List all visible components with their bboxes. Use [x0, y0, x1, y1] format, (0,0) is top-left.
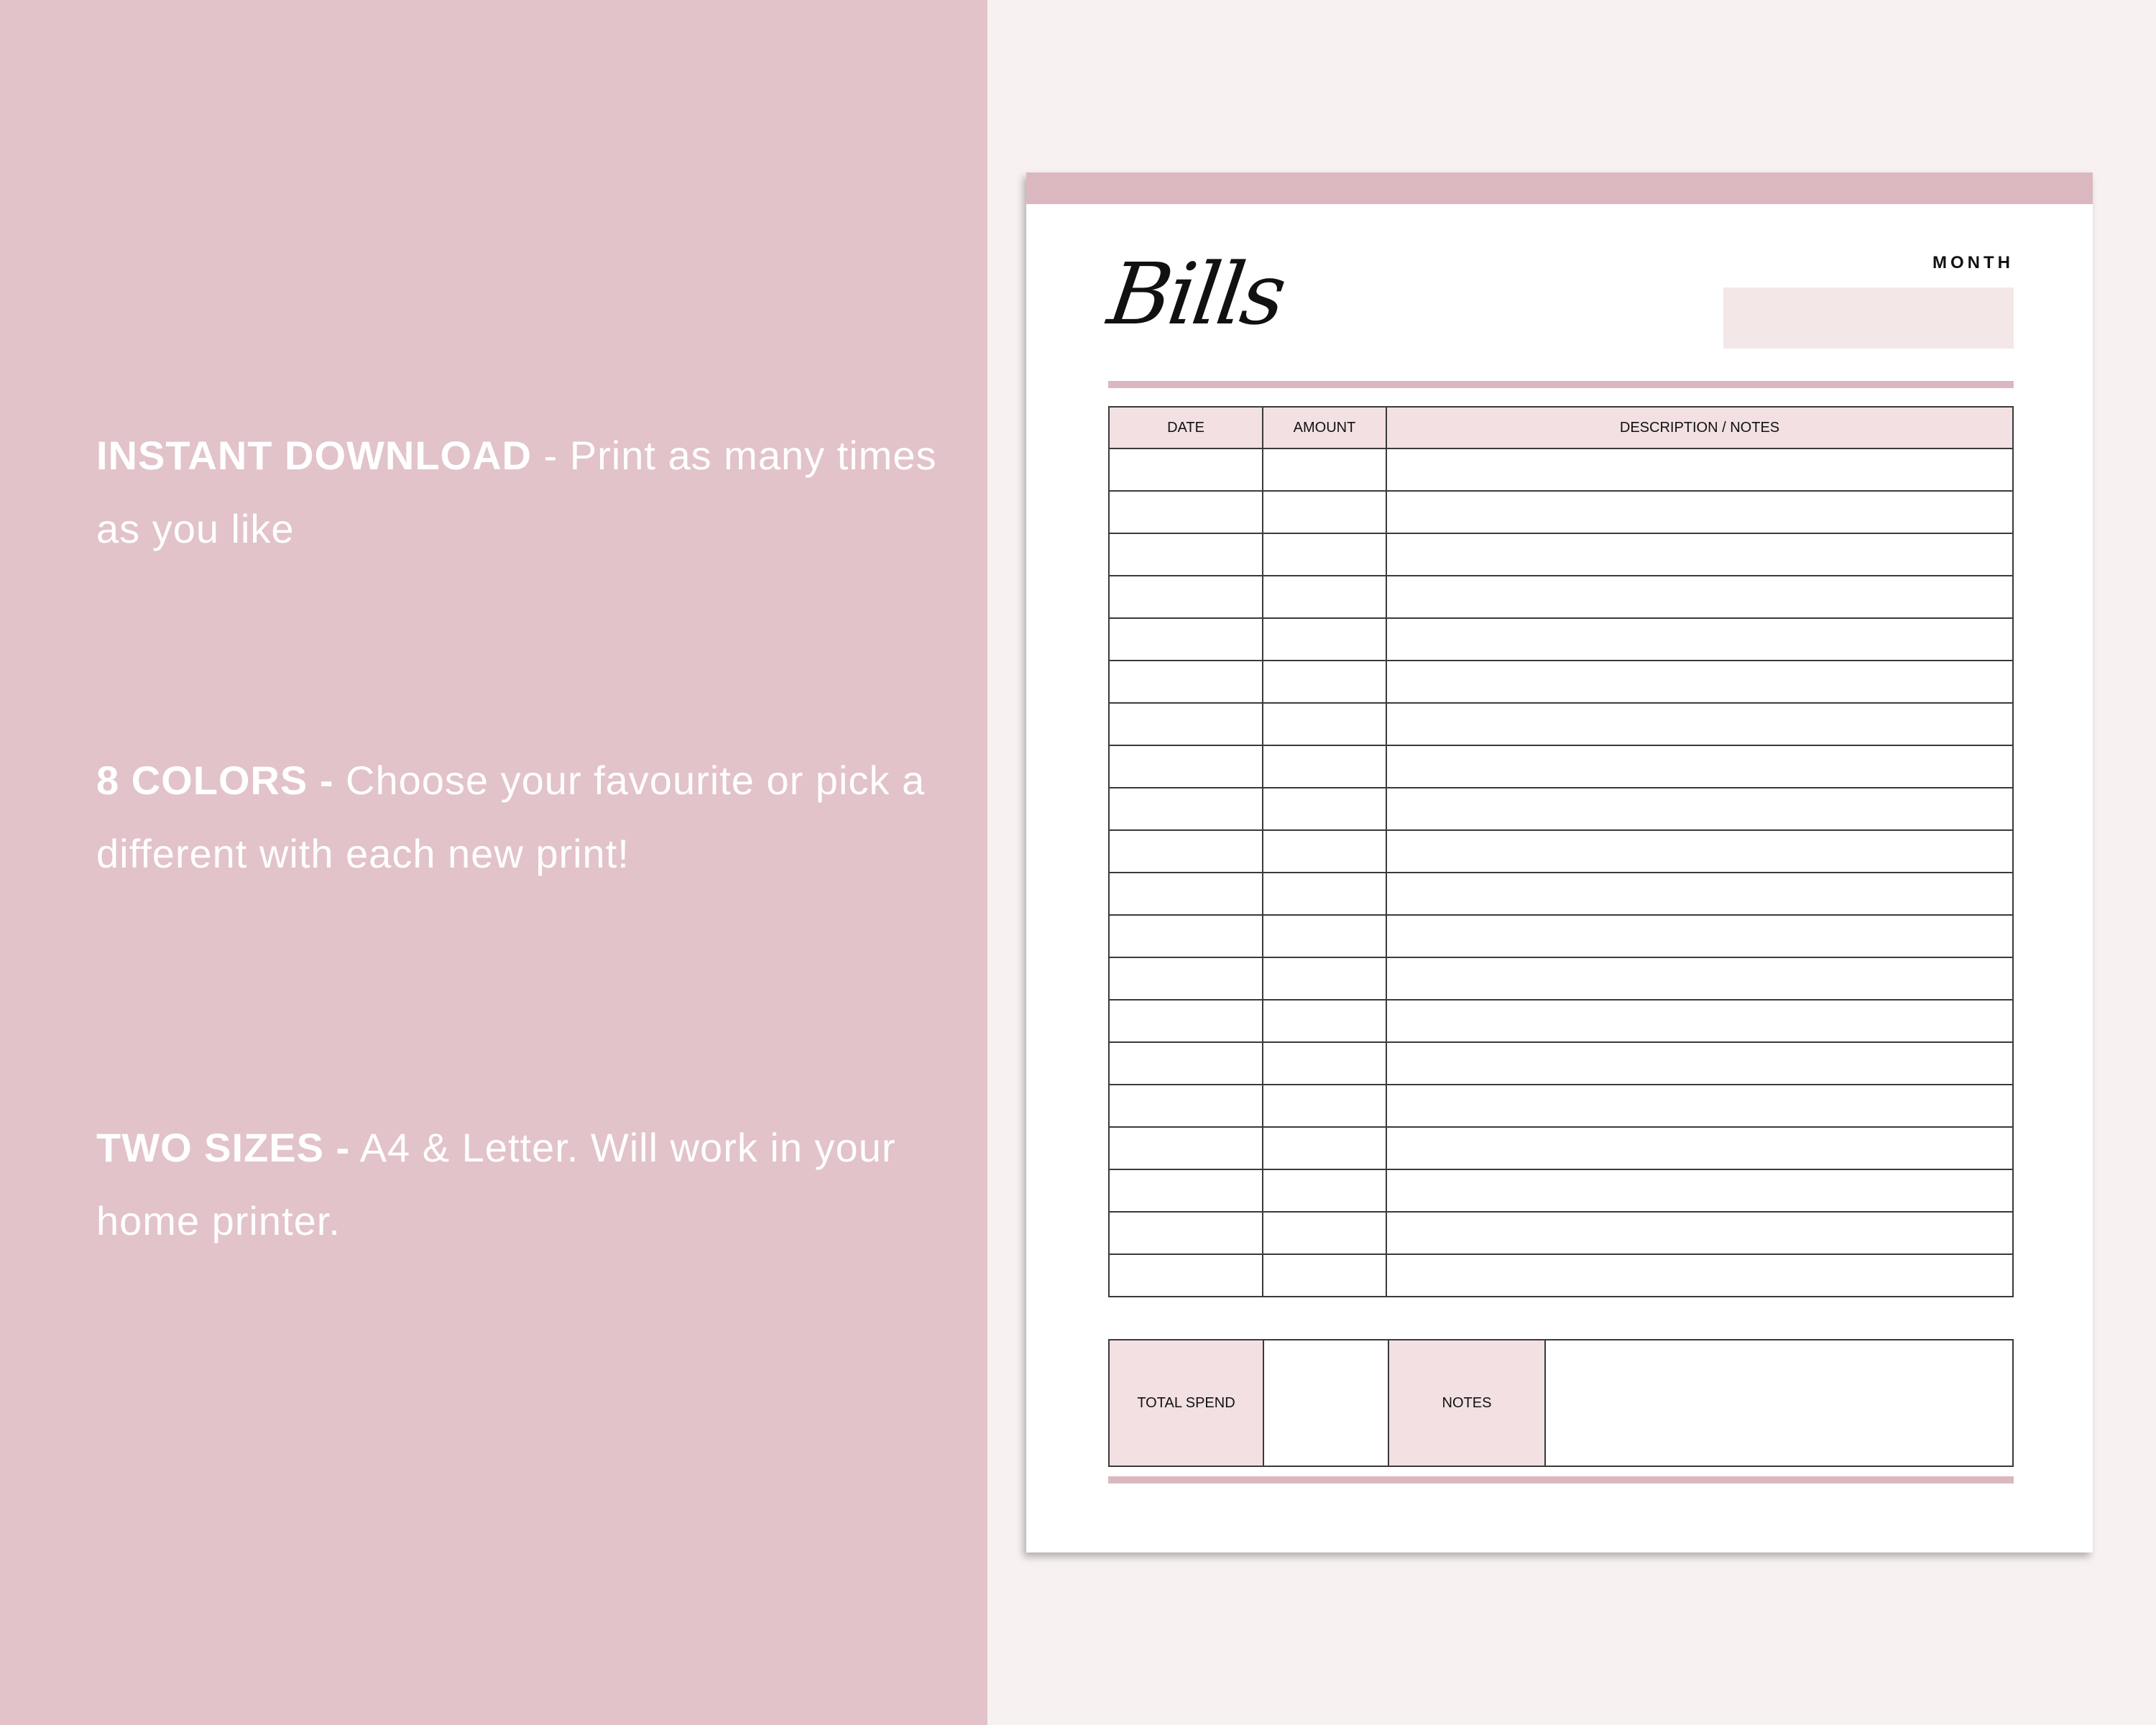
description-cell [1386, 745, 2013, 788]
table-row [1109, 1254, 2013, 1297]
bottom-divider [1108, 1476, 2014, 1484]
date-cell [1109, 957, 1263, 1000]
amount-cell [1263, 448, 1386, 491]
date-cell [1109, 703, 1263, 745]
top-divider [1108, 381, 2014, 388]
summary-table [1108, 1339, 2014, 1467]
description-cell [1386, 915, 2013, 957]
description-cell [1386, 957, 2013, 1000]
table-row [1109, 1085, 2013, 1127]
date-cell [1109, 1169, 1263, 1212]
table-row [1109, 576, 2013, 618]
feature-colors [96, 744, 944, 891]
table-row [1109, 1169, 2013, 1212]
date-cell [1109, 576, 1263, 618]
total-spend-field [1263, 1340, 1388, 1466]
date-cell [1109, 1212, 1263, 1254]
table-row [1109, 1000, 2013, 1042]
feature-body: Choose your favourite or pick a different with each new print! [96, 758, 926, 876]
amount-cell [1263, 745, 1386, 788]
description-cell [1386, 1254, 2013, 1297]
description-cell [1386, 1000, 2013, 1042]
amount-cell [1263, 1127, 1386, 1169]
column-header-date: DATE [1109, 407, 1263, 448]
feature-heading: TWO SIZES - [96, 1125, 351, 1170]
bills-table-header [1109, 407, 2013, 448]
amount-cell [1263, 1085, 1386, 1127]
description-cell [1386, 830, 2013, 873]
amount-cell [1263, 915, 1386, 957]
column-header-description: DESCRIPTION / NOTES [1386, 407, 2013, 448]
date-cell [1109, 1127, 1263, 1169]
feature-separator [333, 758, 346, 803]
date-cell [1109, 873, 1263, 915]
table-row [1109, 788, 2013, 830]
notes-label: NOTES [1388, 1340, 1545, 1466]
date-cell [1109, 1085, 1263, 1127]
table-row [1109, 915, 2013, 957]
description-cell [1386, 1042, 2013, 1085]
feature-sizes [96, 1111, 944, 1258]
amount-cell [1263, 491, 1386, 533]
table-row [1109, 618, 2013, 661]
notes-field [1545, 1340, 2013, 1466]
date-cell [1109, 533, 1263, 576]
amount-cell [1263, 1042, 1386, 1085]
feature-body: Print as many times as you like [96, 433, 937, 551]
amount-cell [1263, 1212, 1386, 1254]
feature-heading: INSTANT DOWNLOAD [96, 433, 532, 478]
left-panel [0, 0, 987, 1725]
date-cell [1109, 1000, 1263, 1042]
feature-separator: - [532, 433, 570, 478]
description-cell [1386, 1169, 2013, 1212]
table-row [1109, 491, 2013, 533]
date-cell [1109, 661, 1263, 703]
bills-sheet [1026, 172, 2093, 1552]
amount-cell [1263, 703, 1386, 745]
amount-cell [1263, 533, 1386, 576]
date-cell [1109, 745, 1263, 788]
amount-cell [1263, 873, 1386, 915]
table-row [1109, 1127, 2013, 1169]
sheet-top-band [1026, 172, 2093, 204]
amount-cell [1263, 576, 1386, 618]
bills-table-body [1109, 448, 2013, 1297]
amount-cell [1263, 830, 1386, 873]
amount-cell [1263, 618, 1386, 661]
date-cell [1109, 491, 1263, 533]
amount-cell [1263, 661, 1386, 703]
table-row [1109, 533, 2013, 576]
date-cell [1109, 788, 1263, 830]
month-label: MONTH [1932, 253, 2014, 272]
description-cell [1386, 448, 2013, 491]
description-cell [1386, 1085, 2013, 1127]
table-row [1109, 703, 2013, 745]
table-row [1109, 745, 2013, 788]
description-cell [1386, 661, 2013, 703]
month-field [1723, 288, 2014, 349]
description-cell [1386, 618, 2013, 661]
table-row [1109, 1042, 2013, 1085]
amount-cell [1263, 957, 1386, 1000]
date-cell [1109, 830, 1263, 873]
date-cell [1109, 618, 1263, 661]
description-cell [1386, 703, 2013, 745]
table-row [1109, 830, 2013, 873]
date-cell [1109, 1042, 1263, 1085]
description-cell [1386, 1127, 2013, 1169]
description-cell [1386, 788, 2013, 830]
description-cell [1386, 491, 2013, 533]
column-header-amount: AMOUNT [1263, 407, 1386, 448]
summary-row [1109, 1340, 2013, 1466]
table-row [1109, 873, 2013, 915]
table-row [1109, 661, 2013, 703]
sheet-title: Bills [1102, 244, 1290, 344]
amount-cell [1263, 1000, 1386, 1042]
table-row [1109, 448, 2013, 491]
feature-separator [350, 1125, 359, 1170]
bills-table [1108, 406, 2014, 1297]
feature-body: A4 & Letter. Will work in your home printer. [96, 1125, 896, 1243]
table-row [1109, 957, 2013, 1000]
table-row [1109, 1212, 2013, 1254]
feature-heading: 8 COLORS - [96, 758, 334, 803]
description-cell [1386, 533, 2013, 576]
amount-cell [1263, 788, 1386, 830]
date-cell [1109, 448, 1263, 491]
amount-cell [1263, 1169, 1386, 1212]
date-cell [1109, 1254, 1263, 1297]
description-cell [1386, 873, 2013, 915]
date-cell [1109, 915, 1263, 957]
amount-cell [1263, 1254, 1386, 1297]
feature-instant-download [96, 419, 944, 566]
description-cell [1386, 1212, 2013, 1254]
description-cell [1386, 576, 2013, 618]
total-spend-label: TOTAL SPEND [1109, 1340, 1263, 1466]
